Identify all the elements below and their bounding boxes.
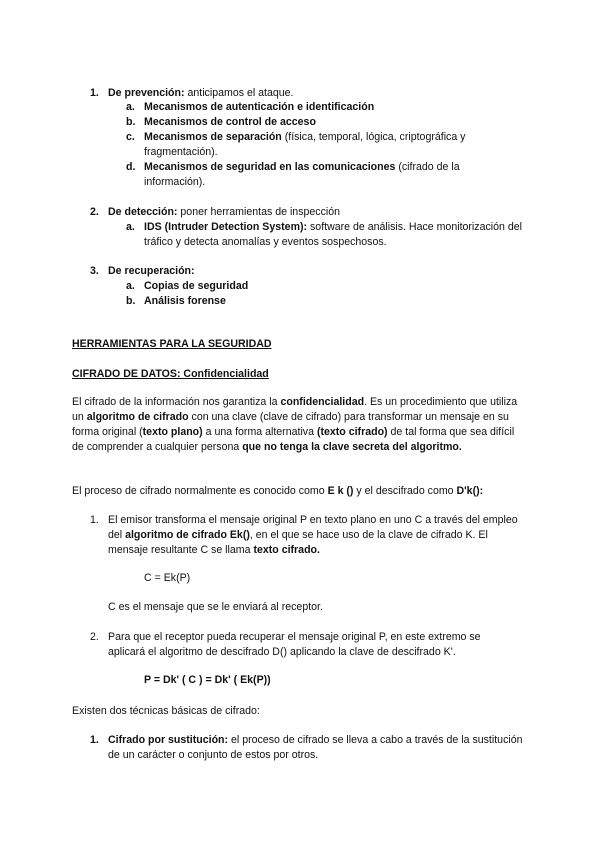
- sub-item: Análisis forense: [144, 295, 226, 307]
- sub-item-text: (cifrado de la información).: [144, 161, 460, 188]
- list-number: 1.: [90, 734, 99, 746]
- sub-item-text: (física, temporal, lógica, criptográfica y fragmentación).: [144, 131, 466, 158]
- emphasis: algoritmo de cifrado: [86, 411, 189, 423]
- sub-item: [144, 100, 504, 115]
- sub-letter: c.: [126, 131, 135, 143]
- emphasis: Cifrado por sustitución:: [108, 734, 229, 746]
- sub-letter: a.: [126, 280, 135, 292]
- step-note: C es el mensaje que se le enviará al receptor.: [108, 601, 323, 613]
- list-item-prevencion: [108, 86, 528, 101]
- sub-item: [144, 130, 504, 160]
- text: El proceso de cifrado normalmente es conocido como: [72, 485, 328, 497]
- list-item-recuperacion: De recuperación:: [108, 265, 195, 277]
- step-number: 2.: [90, 631, 99, 643]
- paragraph-tecnicas: Existen dos técnicas básicas de cifrado:: [72, 705, 260, 717]
- step-number: 1.: [90, 514, 99, 526]
- sub-letter: a.: [126, 101, 135, 113]
- formula: C = Ek(P): [144, 572, 191, 584]
- text: . Es un procedimiento que utiliza un: [72, 396, 518, 423]
- list-number: 2.: [90, 206, 99, 218]
- sub-item-bold: IDS (Intruder Detection System):: [144, 221, 308, 233]
- text: con una clave (clave de cifrado) para transformar un mensaje en su forma original (: [72, 411, 509, 438]
- emphasis: que no tenga la clave secreta del algoritmo.: [242, 441, 462, 453]
- text: El emisor transforma el mensaje original P en texto plano en uno C a través del empleo del: [108, 514, 518, 541]
- sub-item-bold: Mecanismos de separación: [144, 131, 282, 143]
- emphasis: algoritmo de cifrado Ek(): [125, 529, 250, 541]
- paragraph-confidencialidad: [72, 395, 528, 455]
- item-heading: De detección:: [108, 206, 178, 218]
- sub-letter: a.: [126, 221, 135, 233]
- item-text: anticipamos el ataque.: [184, 87, 294, 99]
- sub-letter: b.: [126, 116, 136, 128]
- technique-item: [108, 733, 528, 763]
- text: y el descifrado como: [353, 485, 457, 497]
- section-heading: HERRAMIENTAS PARA LA SEGURIDAD: [72, 338, 272, 350]
- item-heading: De prevención:: [108, 87, 185, 99]
- sub-item: [144, 115, 504, 130]
- text: a una forma alternativa: [202, 426, 317, 438]
- sub-item: [144, 220, 526, 250]
- sub-item: Copias de seguridad: [144, 280, 249, 292]
- emphasis: texto plano): [142, 426, 203, 438]
- sub-letter: d.: [126, 161, 136, 173]
- paragraph-proceso: [72, 484, 532, 499]
- text: El cifrado de la información nos garantiza la: [72, 396, 281, 408]
- formula: P = Dk' ( C ) = Dk' ( Ek(P)): [144, 674, 271, 686]
- sub-item-text: software de análisis. Hace monitorización del tráfico y detecta anomalías y eventos sospechosos.: [144, 221, 522, 248]
- text: de tal forma que sea difícil de comprender a cualquier persona: [72, 426, 515, 453]
- sub-item-bold: Mecanismos de control de acceso: [144, 116, 316, 128]
- emphasis: E k (): [327, 485, 354, 497]
- section-heading: CIFRADO DE DATOS: Confidencialidad: [72, 368, 269, 380]
- emphasis: confidencialidad: [280, 396, 365, 408]
- sub-letter: b.: [126, 295, 136, 307]
- emphasis: D'k():: [456, 485, 484, 497]
- text: , en el que se hace uso de la clave de cifrado K. El mensaje resultante C se llama: [108, 529, 488, 556]
- emphasis: (texto cifrado): [316, 426, 388, 438]
- list-number: 3.: [90, 265, 99, 277]
- step-text: [108, 513, 520, 558]
- sub-item-bold: Mecanismos de seguridad en las comunicaciones: [144, 161, 396, 173]
- item-text: poner herramientas de inspección: [177, 206, 341, 218]
- text: el proceso de cifrado se lleva a cabo a través de la sustitución de un carácter o conjunto de estos por otros.: [108, 734, 523, 761]
- list-item-deteccion: [108, 205, 528, 220]
- emphasis: texto cifrado.: [253, 544, 320, 556]
- sub-item: [144, 160, 504, 190]
- list-number: 1.: [90, 87, 99, 99]
- step-text: Para que el receptor pueda recuperar el mensaje original P, en este extremo se aplicará el algoritmo de descifrado D() aplicando la clave de descifrado K'.: [108, 631, 481, 658]
- sub-item-bold: Mecanismos de autenticación e identificación: [144, 101, 375, 113]
